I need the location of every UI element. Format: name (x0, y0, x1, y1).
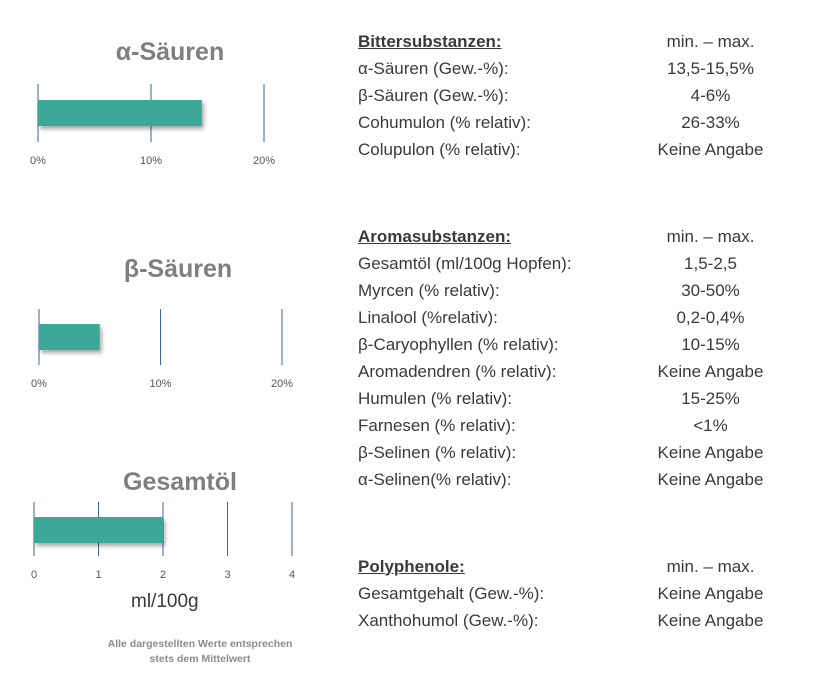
row-value: Keine Angabe (657, 442, 764, 462)
table-row (358, 55, 798, 82)
bitter-table (358, 28, 798, 163)
row-name: α-Säuren (Gew.-%): (358, 58, 509, 78)
tick-label: 0% (30, 155, 46, 167)
tick-label: 10% (149, 378, 172, 390)
table-row (358, 250, 798, 277)
row-name: β-Selinen (% relativ): (358, 442, 517, 462)
table-row (358, 412, 798, 439)
footnote-line-2: stets dem Mittelwert (149, 653, 251, 665)
row-name: Xanthohumol (Gew.-%): (358, 610, 539, 630)
bar (39, 324, 100, 350)
table-row (358, 607, 798, 634)
row-value: Keine Angabe (657, 139, 764, 159)
row-value: Keine Angabe (657, 583, 764, 603)
row-value: 10-15% (681, 334, 740, 354)
oil-unit-label: ml/100g (131, 591, 199, 612)
row-value: 26-33% (681, 112, 740, 132)
table-row (358, 304, 798, 331)
tick-label: 20% (252, 155, 276, 167)
footnote-line-1: Alle dargestellten Werte entsprechen (107, 638, 293, 650)
beta-chart-title: β-Säuren (123, 255, 233, 283)
row-value: Keine Angabe (657, 361, 764, 381)
aroma-title: Aromasubstanzen: (358, 226, 512, 246)
table-row (358, 385, 798, 412)
tick-label: 3 (224, 569, 231, 581)
table-row (358, 331, 798, 358)
bitter-title: Bittersubstanzen: (358, 31, 502, 51)
table-row (358, 136, 798, 163)
bar (34, 517, 163, 543)
poly-table (358, 553, 798, 634)
table-row (358, 466, 798, 493)
poly-title: Polyphenole: (358, 556, 465, 576)
row-name: Colupulon (% relativ): (358, 139, 521, 159)
alpha-chart-title: α-Säuren (115, 38, 225, 66)
table-header (358, 28, 798, 55)
row-name: β-Säuren (Gew.-%): (358, 85, 509, 105)
beta-chart (28, 307, 318, 397)
row-name: Gesamtgehalt (Gew.-%): (358, 583, 545, 603)
table-header (358, 223, 798, 250)
row-name: Aromadendren (% relativ): (358, 361, 557, 381)
row-value: 0,2-0,4% (676, 307, 745, 327)
row-value: <1% (693, 415, 728, 435)
table-row (358, 109, 798, 136)
row-name: Gesamtöl (ml/100g Hopfen): (358, 253, 572, 273)
table-header (358, 553, 798, 580)
tick-label: 2 (159, 569, 167, 581)
row-name: Farnesen (% relativ): (358, 415, 516, 435)
tick-label: 4 (288, 569, 296, 581)
row-name: Linalool (%relativ): (358, 307, 498, 327)
row-name: Cohumulon (% relativ): (358, 112, 531, 132)
oil-chart (24, 500, 314, 590)
alpha-chart (28, 82, 298, 172)
tick-label: 0 (30, 569, 38, 581)
row-name: Myrcen (% relativ): (358, 280, 500, 300)
footnote (80, 637, 320, 667)
bar (38, 100, 202, 126)
row-value: 1,5-2,5 (684, 253, 737, 273)
tick-label: 1 (95, 569, 102, 581)
range-header: min. – max. (666, 556, 755, 576)
table-row (358, 277, 798, 304)
range-header: min. – max. (666, 31, 755, 51)
row-value: Keine Angabe (657, 469, 764, 489)
row-name: Humulen (% relativ): (358, 388, 512, 408)
table-row (358, 358, 798, 385)
row-value: 4-6% (690, 85, 731, 105)
oil-chart-title: Gesamtöl (123, 468, 237, 496)
table-row (358, 439, 798, 466)
row-value: 30-50% (681, 280, 740, 300)
row-value: 13,5-15,5% (667, 58, 754, 78)
row-value: Keine Angabe (657, 610, 764, 630)
tick-label: 20% (270, 378, 294, 390)
row-name: β-Caryophyllen (% relativ): (358, 334, 559, 354)
row-value: 15-25% (681, 388, 740, 408)
tick-label: 10% (139, 155, 163, 167)
table-row (358, 580, 798, 607)
table-row (358, 82, 798, 109)
aroma-table (358, 223, 798, 493)
range-header: min. – max. (666, 226, 755, 246)
tick-label: 0% (31, 378, 47, 390)
row-name: α-Selinen(% relativ): (358, 469, 512, 489)
